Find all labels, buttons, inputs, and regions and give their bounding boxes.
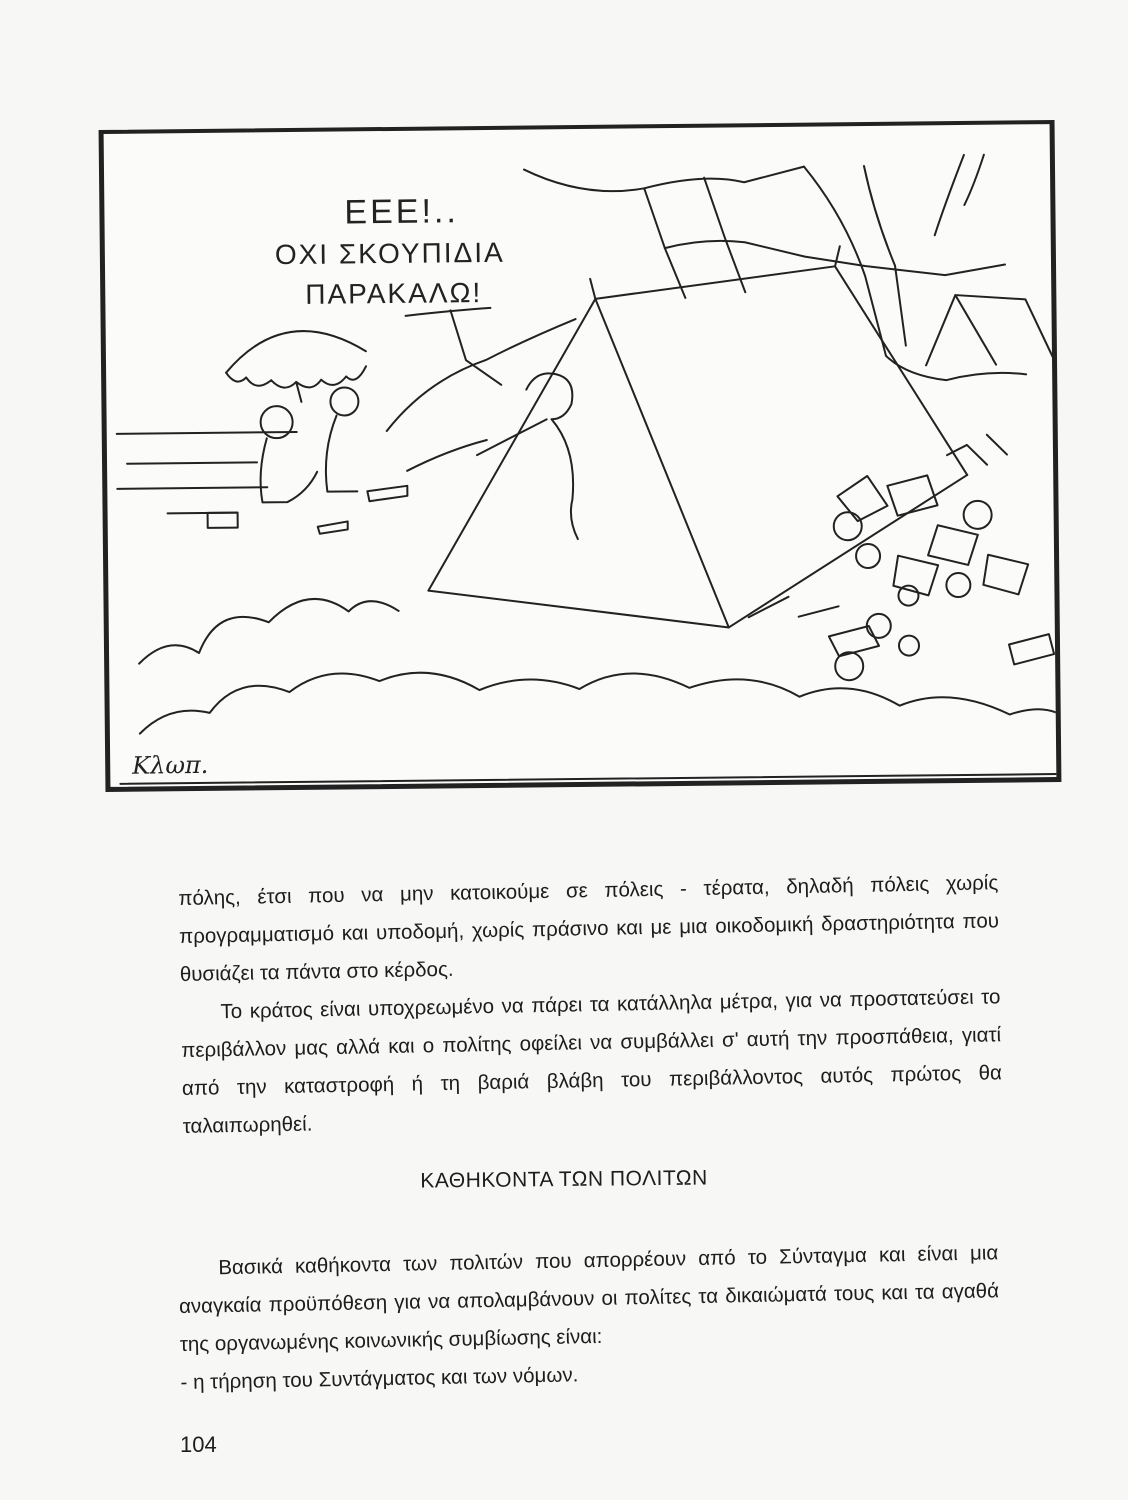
main-tent [425,245,969,631]
speech-text-line1: ΕΕΕ!.. [344,192,460,232]
background-tent [925,294,1056,365]
beach-couple [206,387,408,535]
trees [524,154,1026,384]
section-heading: ΚΑΘΗΚΟΝΤΑ ΤΩΝ ΠΟΛΙΤΩΝ [420,1166,708,1193]
page-number: 104 [180,1432,217,1457]
body-text-bottom [178,1234,1001,1402]
garbage-pile [747,434,1055,681]
paragraph-citizen-duties: Βασικά καθήκοντα των πολιτών που απορρέουν από το Σύνταγμα και είναι μια αναγκαία προϋπόθεση για να απολαμβάνουν οι πολίτες τα δικαιώματά τους και τα αγαθά της οργανωμένης κοινωνικής συμβίωσης είναι: [178,1241,1000,1356]
hill [386,319,578,471]
man-pointing [476,373,578,540]
paragraph-state-duty: Το κράτος είναι υποχρεωμένο να πάρει τα κατάλληλα μέτρα, για να προστατεύσει το περιβάλλον μας αλλά και ο πολίτης οφείλει να συμβάλλει σ' αυτή την προσπάθεια, γιατί από την καταστροφή ή τη βαριά βλάβη του περιβάλλοντος αυτός πρώτος θα ταλαιπωρηθεί. [181,985,1003,1138]
speech-text-line2: ΟΧΙ ΣΚΟΥΠΙΔΙΑ [274,236,505,271]
beach-umbrella [226,330,367,402]
artist-signature: Κλωπ. [132,750,209,780]
ground-line [120,774,1060,784]
cartoon-illustration [99,120,1062,792]
speech-text-line3: ΠΑΡΑΚΑΛΩ! [305,277,483,310]
body-text-top [178,864,1003,1146]
paragraph-continuation: πόλης, έτσι που να μην κατοικούμε σε πόλεις - τέρατα, δηλαδή πόλεις χωρίς προγραμματισμό και υποδομή, χωρίς πράσινο και με μια οικοδομική δραστηριότητα που θυσιάζει τα πάντα στο κέρδος. [178,871,1000,986]
list-item-constitution: - η τήρηση του Συντάγματος και των νόμων. [180,1363,579,1394]
